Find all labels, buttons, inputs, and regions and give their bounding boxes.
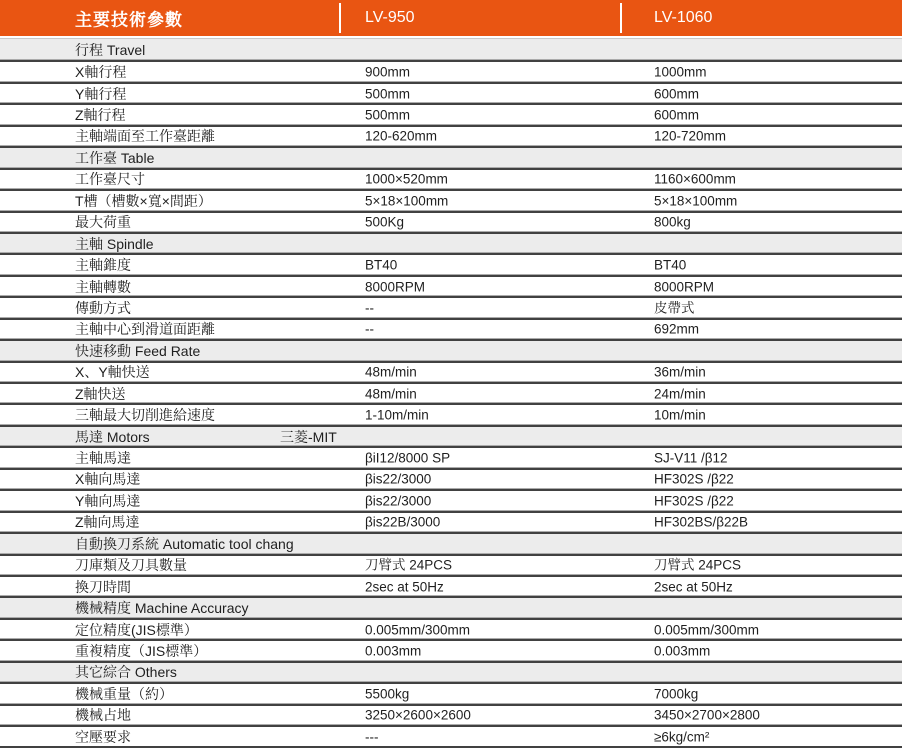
spec-value-lv950: BT40	[365, 257, 398, 273]
section-label: 自動換刀系統 Automatic tool chang	[75, 535, 294, 552]
spec-value-lv950: ---	[365, 728, 379, 744]
spec-value-lv950: βiI12/8000 SP	[365, 450, 451, 466]
spec-label: 機械占地	[75, 707, 131, 724]
spec-value-lv1060: HF302S /β22	[654, 471, 734, 487]
spec-value-lv950: βis22/3000	[365, 471, 432, 487]
spec-label: Z軸快送	[75, 385, 126, 402]
spec-value-lv1060: HF302S /β22	[654, 493, 734, 509]
spec-value-lv1060: 600mm	[654, 85, 700, 101]
spec-label: Z軸行程	[75, 107, 126, 124]
spec-value-lv1060: BT40	[654, 257, 687, 273]
spec-label: 重複精度（JIS標準）	[75, 642, 208, 659]
spec-value-lv1060: 1160×600mm	[654, 171, 736, 187]
spec-value-lv1060: 10m/min	[654, 407, 706, 423]
spec-row	[0, 403, 902, 424]
spec-value-lv950: 48m/min	[365, 364, 417, 380]
spec-row	[0, 318, 902, 339]
header-divider	[339, 3, 341, 33]
header-divider	[620, 3, 622, 33]
section-header-row	[0, 532, 902, 553]
spec-value-lv950: --	[365, 300, 374, 316]
spec-value-lv1060: 3450×2700×2800	[654, 707, 760, 723]
spec-row	[0, 511, 902, 532]
spec-row	[0, 189, 902, 210]
spec-value-lv950: 0.005mm/300mm	[365, 621, 471, 637]
spec-row	[0, 168, 902, 189]
spec-value-lv1060: 2sec at 50Hz	[654, 578, 733, 594]
spec-value-lv1060: 24m/min	[654, 385, 706, 401]
spec-label: 工作臺尺寸	[75, 171, 145, 188]
spec-label: 定位精度(JIS標準）	[75, 621, 198, 638]
spec-label: X軸行程	[75, 64, 127, 81]
spec-value-lv1060: 8000RPM	[654, 278, 715, 294]
section-header-row	[0, 596, 902, 617]
spec-value-lv950: 900mm	[365, 64, 411, 80]
spec-value-lv950: 0.003mm	[365, 643, 422, 659]
section-label: 馬達 Motors	[75, 428, 150, 445]
section-label: 其它綜合 Others	[75, 664, 177, 681]
spec-value-lv1060: SJ-V11 /β12	[654, 450, 728, 466]
spec-value-lv1060: 皮帶式	[654, 300, 695, 316]
spec-row	[0, 468, 902, 489]
spec-row	[0, 618, 902, 639]
spec-value-lv950: 500Kg	[365, 214, 405, 230]
spec-value-lv1060: 800kg	[654, 214, 691, 230]
spec-value-lv950: βis22/3000	[365, 493, 432, 509]
spec-label: 主軸馬達	[75, 450, 131, 467]
spec-value-lv950: 1-10m/min	[365, 407, 429, 423]
spec-row	[0, 296, 902, 317]
spec-label: 機械重量（約）	[75, 685, 173, 702]
spec-row	[0, 682, 902, 703]
spec-value-lv1060: 7000kg	[654, 686, 699, 702]
spec-value-lv950: 120-620mm	[365, 128, 438, 144]
table-body	[0, 38, 902, 748]
spec-row	[0, 125, 902, 146]
spec-value-lv950: 8000RPM	[365, 278, 426, 294]
spec-row	[0, 639, 902, 660]
spec-row	[0, 382, 902, 403]
table-header	[0, 0, 902, 36]
spec-value-lv1060: 刀臂式 24PCS	[654, 557, 742, 573]
spec-row	[0, 103, 902, 124]
spec-value-lv950: 1000×520mm	[365, 171, 448, 187]
spec-row	[0, 446, 902, 467]
spec-label: T槽（槽數×寬×間距）	[75, 192, 212, 209]
spec-value-lv1060: HF302BS/β22B	[654, 514, 749, 530]
section-header-row	[0, 39, 902, 60]
spec-value-lv950: 5500kg	[365, 686, 410, 702]
spec-value-lv950: 500mm	[365, 85, 411, 101]
spec-row	[0, 554, 902, 575]
spec-row	[0, 253, 902, 274]
spec-value-lv1060: 5×18×100mm	[654, 193, 738, 209]
spec-value-lv1060: 1000mm	[654, 64, 707, 80]
spec-label: 最大荷重	[75, 214, 131, 231]
spec-value-lv950: 500mm	[365, 107, 411, 123]
spec-value-lv950: 48m/min	[365, 385, 417, 401]
section-label: 快速移動 Feed Rate	[75, 342, 201, 359]
spec-value-lv950: 2sec at 50Hz	[365, 578, 444, 594]
section-header-row	[0, 232, 902, 253]
spec-label: Y軸向馬達	[75, 492, 141, 509]
spec-label: 主軸錐度	[75, 257, 131, 274]
spec-row	[0, 361, 902, 382]
spec-label: 傳動方式	[75, 299, 131, 316]
spec-label: 空壓要求	[75, 728, 131, 745]
section-header-row	[0, 339, 902, 360]
spec-label: Y軸行程	[75, 85, 127, 102]
spec-label: Z軸向馬達	[75, 514, 140, 531]
spec-value-lv950: --	[365, 321, 374, 337]
section-header-row	[0, 425, 902, 446]
spec-value-lv1060: 0.005mm/300mm	[654, 621, 760, 637]
spec-label: 主軸轉數	[75, 278, 131, 295]
spec-value-lv1060: 36m/min	[654, 364, 706, 380]
spec-row	[0, 489, 902, 510]
spec-row	[0, 704, 902, 725]
section-label: 主軸 Spindle	[75, 235, 154, 252]
spec-value-lv1060: 0.003mm	[654, 643, 711, 659]
spec-row	[0, 575, 902, 596]
section-note: 三菱-MIT	[280, 428, 337, 445]
spec-label: 主軸中心到滑道面距離	[75, 321, 215, 338]
spec-label: X軸向馬達	[75, 471, 141, 488]
spec-label: 主軸端面至工作臺距離	[75, 128, 215, 145]
spec-row	[0, 82, 902, 103]
column-header-lv950: LV-950	[365, 9, 415, 26]
spec-row	[0, 725, 902, 746]
spec-value-lv950: 3250×2600×2600	[365, 707, 471, 723]
section-header-row	[0, 661, 902, 682]
spec-label: 換刀時間	[75, 578, 131, 595]
spec-row	[0, 275, 902, 296]
spec-row	[0, 60, 902, 81]
spec-value-lv950: 刀臂式 24PCS	[365, 557, 453, 573]
spec-value-lv950: 5×18×100mm	[365, 193, 449, 209]
spec-value-lv1060: ≥6kg/cm²	[654, 728, 710, 744]
spec-label: 三軸最大切削進給速度	[75, 407, 215, 424]
spec-label: 刀庫類及刀具數量	[75, 557, 187, 574]
spec-label: X、Y軸快送	[75, 364, 150, 381]
section-header-row	[0, 146, 902, 167]
section-label: 工作臺 Table	[75, 149, 155, 166]
spec-row	[0, 211, 902, 232]
spec-value-lv950: βis22B/3000	[365, 514, 441, 530]
table-title: 主要技術參數	[75, 10, 183, 30]
column-header-lv1060: LV-1060	[654, 9, 713, 26]
section-label: 機械精度 Machine Accuracy	[75, 600, 249, 617]
spec-value-lv1060: 600mm	[654, 107, 700, 123]
spec-value-lv1060: 120-720mm	[654, 128, 727, 144]
spec-value-lv1060: 692mm	[654, 321, 700, 337]
section-label: 行程 Travel	[75, 41, 146, 58]
